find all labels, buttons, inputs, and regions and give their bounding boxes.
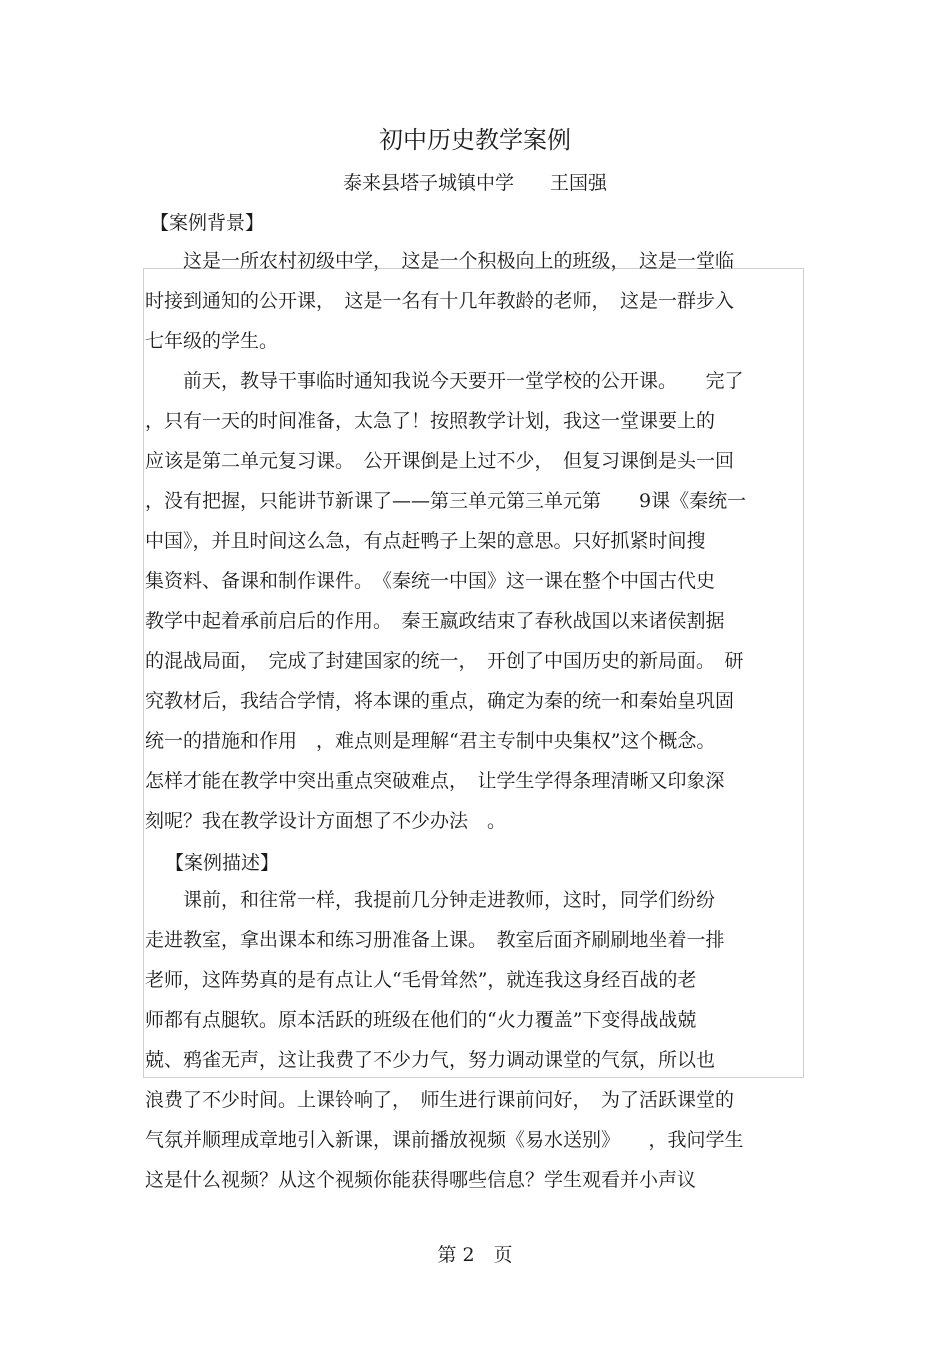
section-heading-description: 【案例描述】 [165,852,280,874]
text-line: 浪费了不少时间。上课铃响了， 师生进行课前问好， 为了活跃课堂的 [145,1089,735,1111]
text-line: 教学中起着承前启后的作用。 秦王嬴政结束了春秋战国以来诸侯割据 [145,610,725,632]
text-line: 怎样才能在教学中突出重点突破难点， 让学生学得条理清晰又印象深 [145,770,725,792]
school-name: 泰来县塔子城镇中学 [342,172,514,194]
text-line: ，没有把握，只能讲节新课了——第三单元第三单元第 9课《秦统一 [145,490,747,512]
text-line: 时接到通知的公开课， 这是一名有十几年教龄的老师， 这是一群步入 [145,290,735,312]
text-line: 中国》，并且时间这么急，有点赶鸭子上架的意思。只好抓紧时间搜 [145,530,706,552]
text-line: 这是一所农村初级中学， 这是一个积极向上的班级， 这是一堂临 [145,250,735,272]
text-line: 走进教室，拿出课本和练习册准备上课。 教室后面齐刷刷地坐着一排 [145,929,725,951]
text-line: ，只有一天的时间准备，太急了！按照教学计划，我这一堂课要上的 [145,410,716,432]
text-line: 刻呢？我在教学设计方面想了不少办法 。 [145,810,507,832]
text-line: 师都有点腿软。原本活跃的班级在他们的“火力覆盖”下变得战战兢 [145,1009,697,1031]
document-byline [0,168,950,195]
text-line: 统一的措施和作用 ，难点则是理解“君主专制中央集权”这个概念。 [145,730,716,752]
section-heading-background: 【案例背景】 [150,212,265,234]
text-line: 前天，教导干事临时通知我说今天要开一堂学校的公开课。 完了 [145,370,744,392]
text-line: 老师，这阵势真的是有点让人“毛骨耸然”，就连我这身经百战的老 [145,969,697,991]
text-line: 这是什么视频？从这个视频你能获得哪些信息？学生观看并小声议 [145,1169,697,1191]
text-line: 兢、鸦雀无声，这让我费了不少力气，努力调动课堂的气氛，所以也 [145,1049,716,1071]
text-line: 七年级的学生。 [145,330,279,352]
text-line: 集资料、备课和制作课件。 《秦统一中国》这一课在整个中国古代史 [145,570,716,592]
text-line: 究教材后，我结合学情，将本课的重点，确定为秦的统一和秦始皇巩固 [145,690,735,712]
page-number: 第 2 页 [437,1244,513,1266]
text-line: 的混战局面， 完成了封建国家的统一， 开创了中国历史的新局面。 研 [145,650,744,672]
text-line: 课前，和往常一样，我提前几分钟走进教师，这时，同学们纷纷 [145,889,716,911]
document-title: 初中历史教学案例 [379,126,571,154]
text-line: 气氛并顺理成章地引入新课，课前播放视频《易水送别》 ，我问学生 [145,1129,744,1151]
author-name: 王国强 [550,172,608,194]
text-line: 应该是第二单元复习课。 公开课倒是上过不少， 但复习课倒是头一回 [145,450,735,472]
